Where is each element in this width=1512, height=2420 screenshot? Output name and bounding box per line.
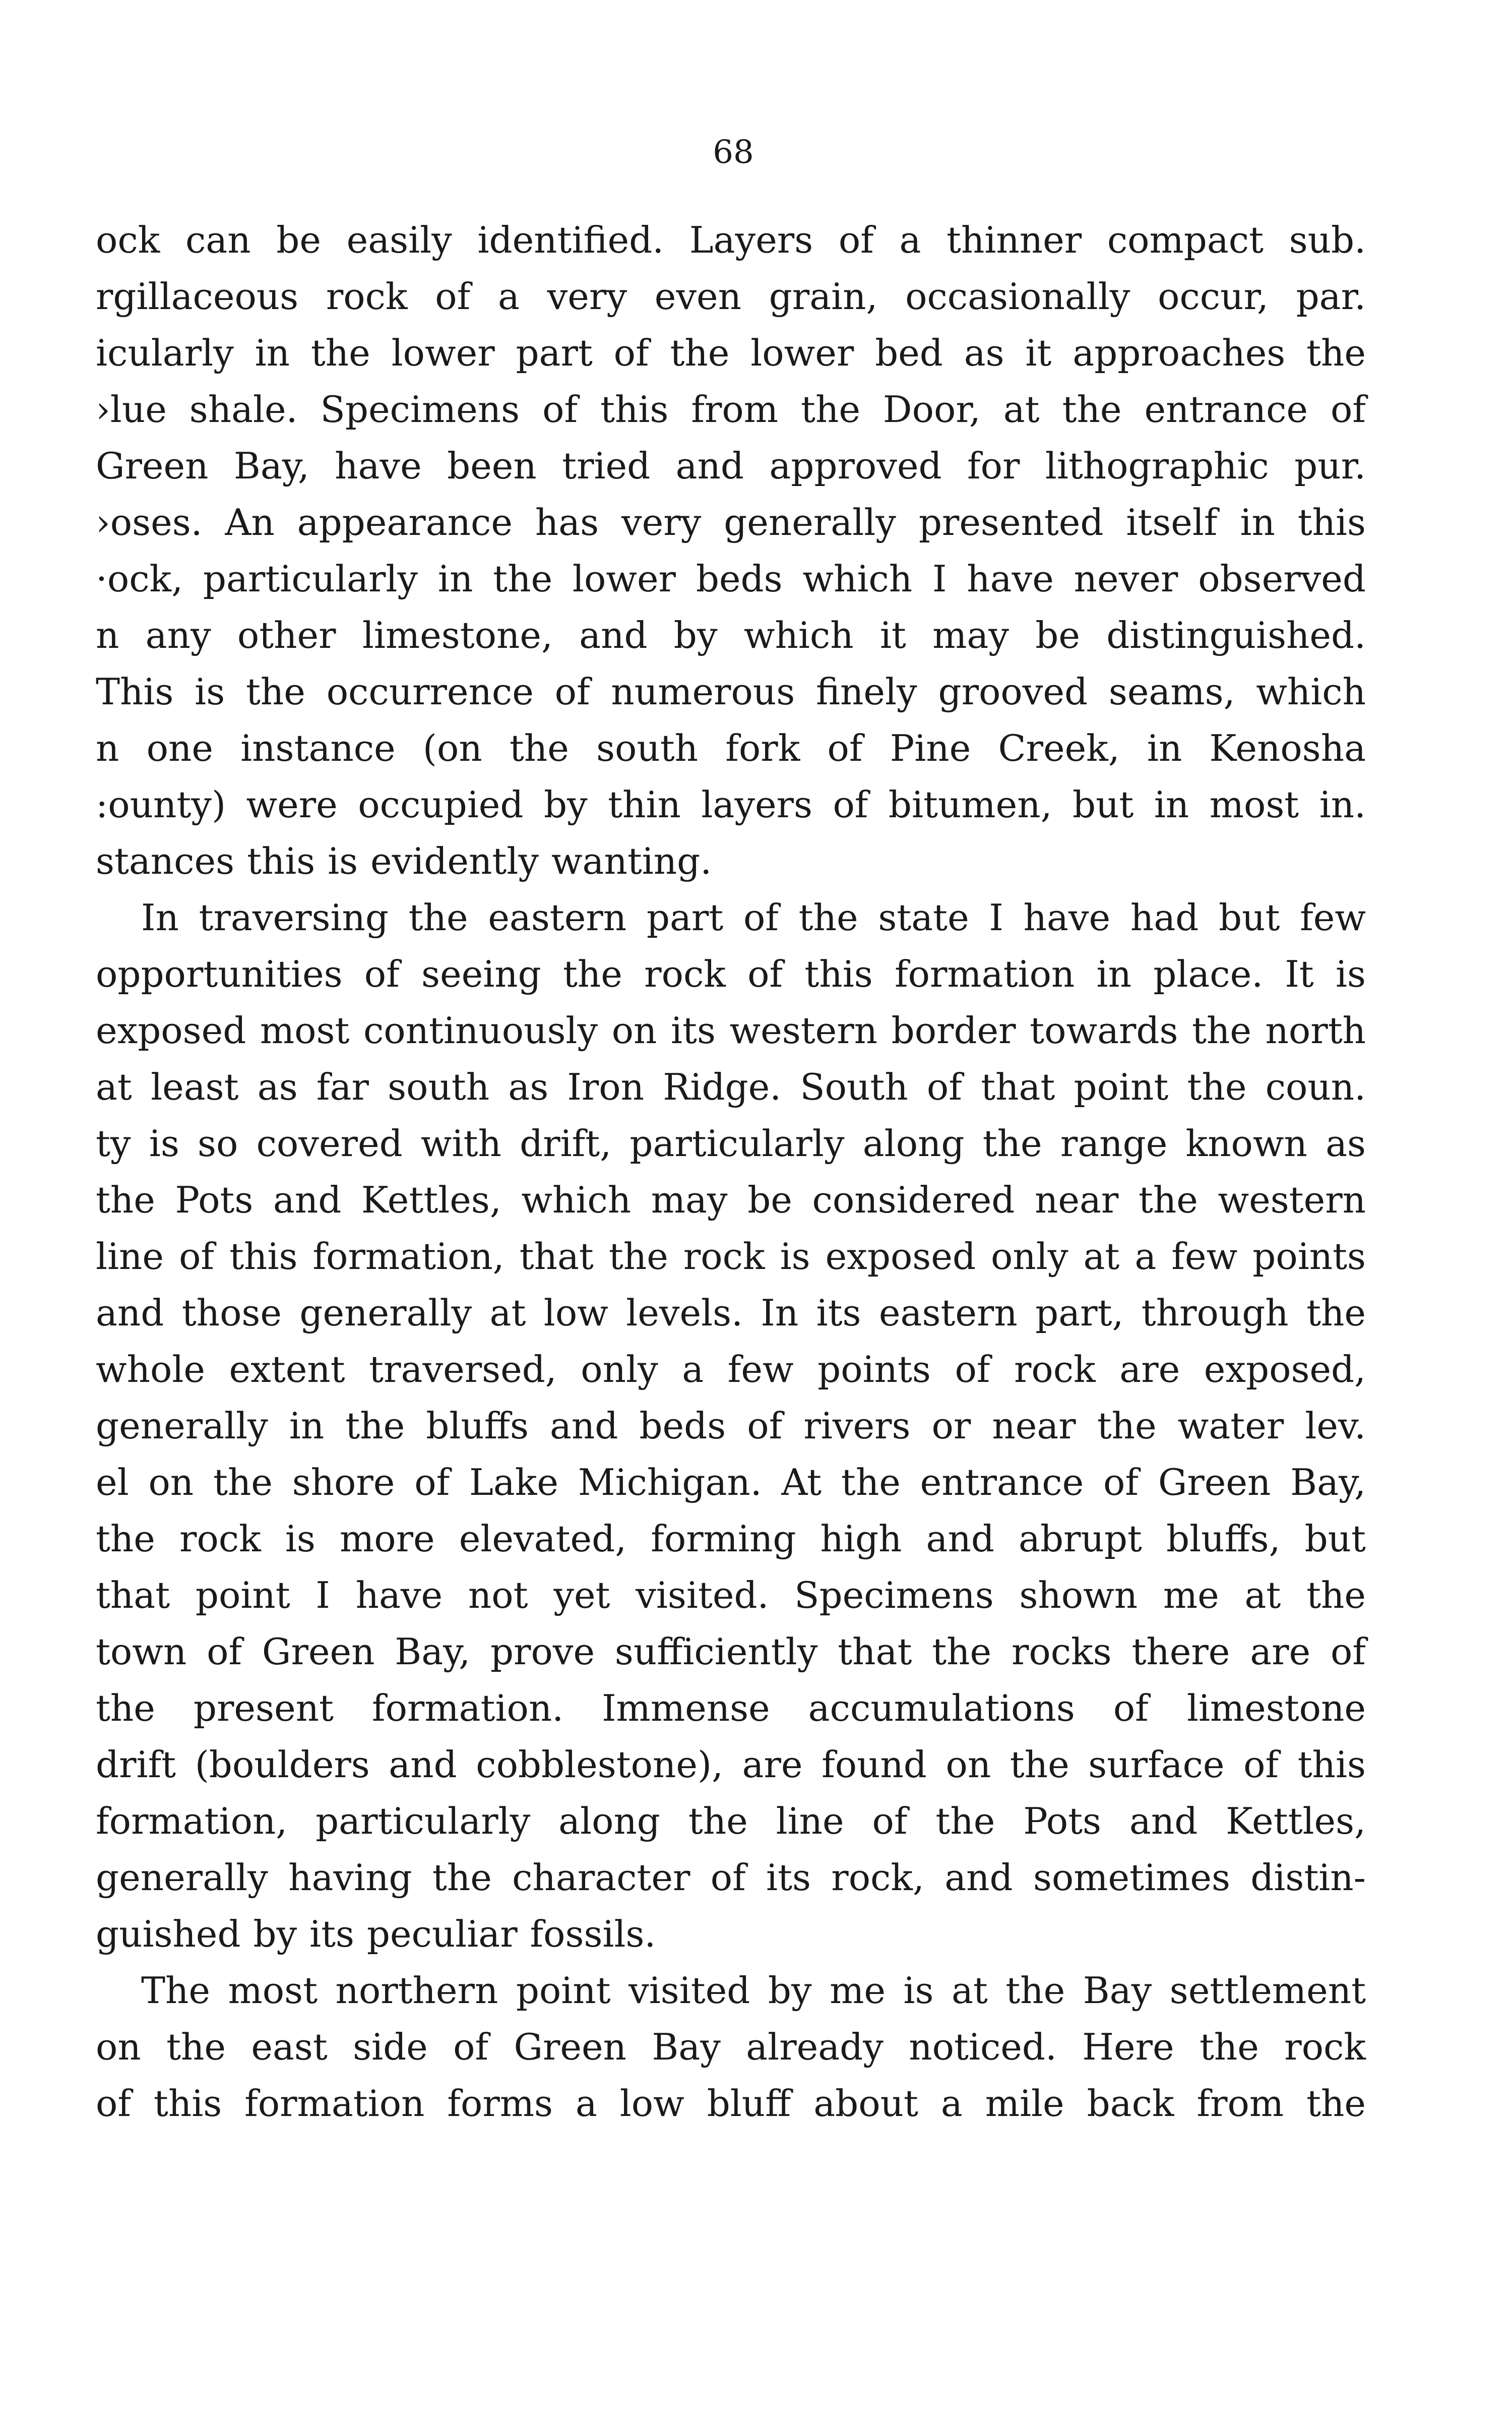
text-line: the rock is more elevated, forming high and abrupt bluffs, but bbox=[96, 1518, 1366, 1560]
text-line: of this formation forms a low bluff about a mile back from the bbox=[96, 2082, 1366, 2125]
text-line: n one instance (on the south fork of Pine Creek, in Kenosha bbox=[96, 727, 1366, 769]
text-line: icularly in the lower part of the lower bed as it approaches the bbox=[96, 332, 1366, 374]
text-line: the Pots and Kettles, which may be considered near the western bbox=[96, 1179, 1366, 1221]
text-line: The most northern point visited by me is at the Bay settlement bbox=[141, 1969, 1366, 2012]
text-line: at least as far south as Iron Ridge. South of that point the coun. bbox=[96, 1066, 1366, 1108]
text-line: whole extent traversed, only a few points of rock are exposed, bbox=[96, 1348, 1366, 1390]
text-line: ock can be easily identified. Layers of a thinner compact sub. bbox=[96, 219, 1366, 261]
text-line: stances this is evidently wanting. bbox=[96, 840, 712, 882]
text-line: el on the shore of Lake Michigan. At the entrance of Green Bay, bbox=[96, 1461, 1366, 1503]
text-line: ty is so covered with drift, particularly along the range known as bbox=[96, 1122, 1366, 1165]
body-text bbox=[96, 212, 1366, 2132]
text-line: ›oses. An appearance has very generally presented itself in this bbox=[96, 501, 1366, 543]
text-line: rgillaceous rock of a very even grain, occasionally occur, par. bbox=[96, 275, 1366, 318]
text-line: generally in the bluffs and beds of rivers or near the water lev. bbox=[96, 1405, 1366, 1447]
text-line: This is the occurrence of numerous finely grooved seams, which bbox=[96, 671, 1366, 713]
text-line: In traversing the eastern part of the state I have had but few bbox=[141, 896, 1366, 939]
text-line: ›lue shale. Specimens of this from the Door, at the entrance of bbox=[96, 388, 1366, 431]
text-line: on the east side of Green Bay already noticed. Here the rock bbox=[96, 2026, 1366, 2068]
page-number: 68 bbox=[713, 134, 754, 171]
text-line: generally having the character of its rock, and sometimes distin- bbox=[96, 1856, 1366, 1899]
text-line: ·ock, particularly in the lower beds which I have never observed bbox=[96, 558, 1366, 600]
text-line: drift (boulders and cobblestone), are found on the surface of this bbox=[96, 1743, 1366, 1786]
text-line: n any other limestone, and by which it may be distinguished. bbox=[96, 614, 1366, 656]
text-line: and those generally at low levels. In its eastern part, through the bbox=[96, 1292, 1366, 1334]
text-line: line of this formation, that the rock is exposed only at a few points bbox=[96, 1235, 1366, 1278]
text-line: formation, particularly along the line of the Pots and Kettles, bbox=[96, 1800, 1366, 1842]
text-line: Green Bay, have been tried and approved for lithographic pur. bbox=[96, 445, 1366, 487]
text-line: that point I have not yet visited. Specimens shown me at the bbox=[96, 1574, 1366, 1616]
text-line: guished by its peculiar fossils. bbox=[96, 1913, 656, 1955]
text-line: opportunities of seeing the rock of this formation in place. It is bbox=[96, 953, 1366, 995]
text-line: the present formation. Immense accumulations of limestone bbox=[96, 1687, 1366, 1729]
text-line: exposed most continuously on its western border towards the north bbox=[96, 1009, 1366, 1052]
text-line: :ounty) were occupied by thin layers of bitumen, but in most in. bbox=[96, 783, 1366, 826]
text-line: town of Green Bay, prove sufficiently that the rocks there are of bbox=[96, 1630, 1366, 1673]
